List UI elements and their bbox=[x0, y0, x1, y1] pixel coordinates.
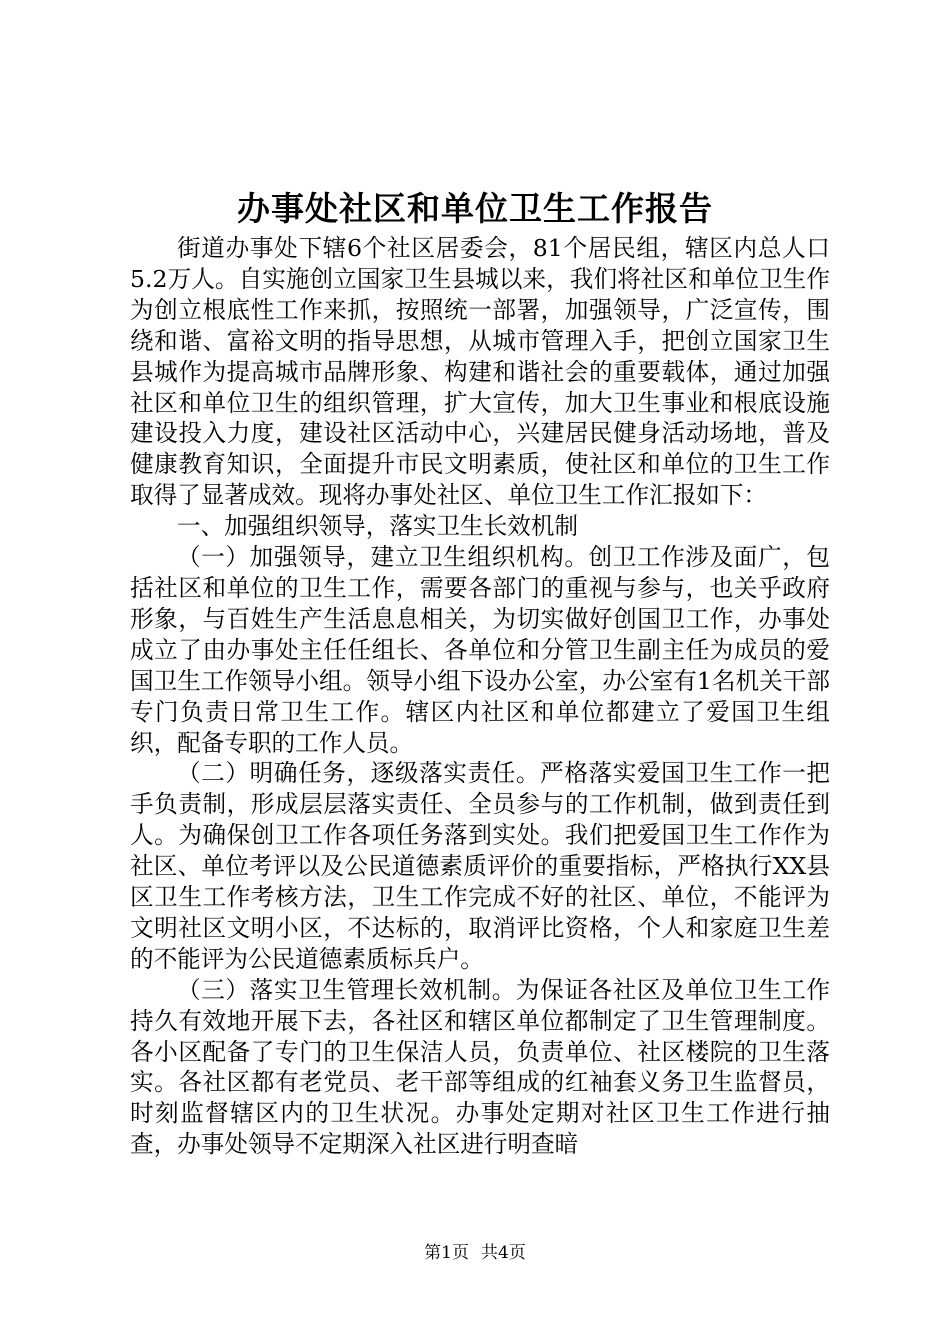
intro-paragraph: 街道办事处下辖6个社区居委会，81个居民组，辖区内总人口5.2万人。自实施创立国家卫生县城以来，我们将社区和单位卫生作为创立根底性工作来抓，按照统一部署，加强领导，广泛宣传，围绕和谐、富裕文明的指导思想，从城市管理入手，把创立国家卫生县城作为提高城市品牌形象、构建和谐社会的重要载体，通过加强社区和单位卫生的组织管理，扩大宣传，加大卫生事业和根底设施建设投入力度，建设社区活动中心，兴建居民健身活动场地，普及健康教育知识，全面提升市民文明素质，使社区和单位的卫生工作取得了显著成效。现将办事处社区、单位卫生工作汇报如下： bbox=[130, 234, 830, 510]
page-number: 第1页 bbox=[424, 1243, 469, 1263]
subsection-paragraph-2: （二）明确任务，逐级落实责任。严格落实爱国卫生工作一把手负责制，形成层层落实责任、全员参与的工作机制，做到责任到人。为确保创卫工作各项任务落到实处。我们把爱国卫生工作作为社区、单位考评以及公民道德素质评价的重要指标，严格执行XX县区卫生工作考核方法，卫生工作完成不好的社区、单位，不能评为文明社区文明小区，不达标的，取消评比资格，个人和家庭卫生差的不能评为公民道德素质标兵户。 bbox=[130, 759, 830, 973]
document-title: 办事处社区和单位卫生工作报告 bbox=[237, 189, 713, 228]
page-total: 共4页 bbox=[481, 1243, 526, 1263]
document-body bbox=[130, 233, 830, 1160]
subsection-paragraph-3: （三）落实卫生管理长效机制。为保证各社区及单位卫生工作持久有效地开展下去，各社区和辖区单位都制定了卫生管理制度。各小区配备了专门的卫生保洁人员，负责单位、社区楼院的卫生落实。各社区都有老党员、老干部等组成的红袖套义务卫生监督员，时刻监督辖区内的卫生状况。办事处定期对社区卫生工作进行抽查，办事处领导不定期深入社区进行明查暗 bbox=[130, 975, 830, 1159]
page-footer bbox=[0, 1242, 950, 1264]
subsection-paragraph-1: （一）加强领导，建立卫生组织机构。创卫工作涉及面广，包括社区和单位的卫生工作，需要各部门的重视与参与，也关乎政府形象，与百姓生产生活息息相关，为切实做好创国卫工作，办事处成立了由办事处主任任组长、各单位和分管卫生副主任为成员的爱国卫生工作领导小组。领导小组下设办公室，办公室有1名机关干部专门负责日常卫生工作。辖区内社区和单位都建立了爱国卫生组织，配备专职的工作人员。 bbox=[130, 543, 830, 757]
section-heading-1: 一、加强组织领导，落实卫生长效机制 bbox=[177, 512, 579, 541]
